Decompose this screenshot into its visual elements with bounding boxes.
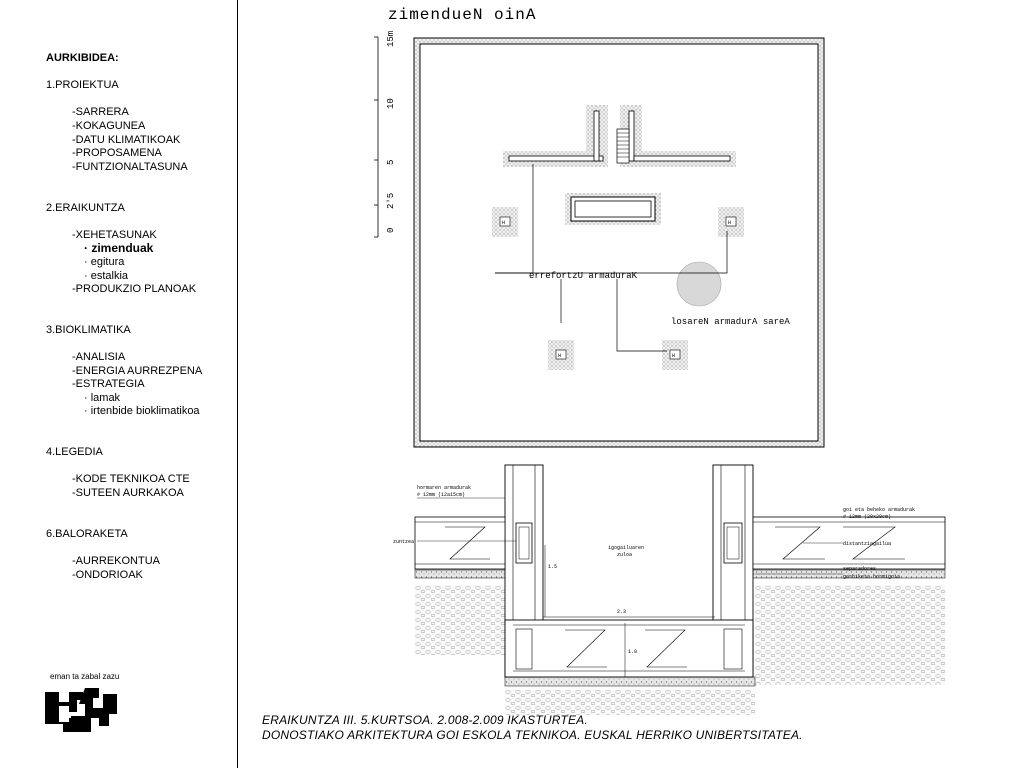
toc-section-bioklimatika[interactable]: 3.BIOKLIMATIKA [46, 323, 131, 336]
svg-text:H: H [502, 220, 506, 226]
toc-item-xehetasunak[interactable]: -XEHETASUNAK [72, 228, 157, 241]
toc-item-lamak[interactable]: · lamak [84, 391, 121, 404]
technical-drawing [355, 25, 955, 715]
toc-item-datu-klimatikoak[interactable]: -DATU KLIMATIKOAK [72, 133, 181, 146]
scale-label-10: 10 [386, 98, 396, 109]
dim-slab: 1.0 [628, 649, 638, 655]
footer-course: ERAIKUNTZA III. 5.KURTSOA. 2.008-2.009 IKASTURTEA. [262, 713, 588, 727]
table-of-contents [46, 52, 202, 582]
stair [617, 129, 629, 163]
scale-label-15m: 15m [386, 30, 396, 47]
label-rebar: errefortzU armaduraK [529, 271, 638, 281]
scale-bar [374, 31, 396, 237]
label-mesh: losareN armadurA sareA [671, 317, 790, 327]
toc-item-aurrekontua[interactable]: -AURREKONTUA [72, 554, 161, 567]
toc-item-estrategia[interactable]: -ESTRATEGIA [72, 378, 145, 391]
toc-item-ondorioak[interactable]: -ONDORIOAK [72, 568, 143, 581]
foundation-slab-outline [414, 38, 824, 447]
upv-ehu-emblem-icon [45, 684, 120, 738]
toc-item-funtzionaltasuna[interactable]: -FUNTZIONALTASUNA [72, 160, 188, 173]
footer [262, 713, 803, 743]
toc-item-estalkia[interactable]: · estalkia [84, 269, 129, 282]
dim-width: 2.3 [617, 609, 627, 615]
scale-label-2-5: 2'5 [386, 192, 396, 209]
label-spacer: distantziagailua [843, 541, 892, 547]
pad-footing-2 [718, 207, 744, 237]
toc-item-produkzio-planoak[interactable]: -PRODUKZIO PLANOAK [72, 283, 197, 296]
label-pit-2: zuloa [617, 552, 633, 558]
label-pit-1: igogailuaren [608, 545, 645, 551]
label-top-bottom-rebar: goi eta beheko armadurak [843, 507, 916, 513]
pad-footing-1 [492, 207, 518, 237]
toc-item-proposamena[interactable]: -PROPOSAMENA [72, 147, 162, 160]
pad-footing-4 [662, 340, 688, 370]
toc-heading: AURKIBIDEA: [46, 52, 119, 64]
svg-text:H: H [672, 353, 676, 359]
scale-label-0: 0 [386, 227, 396, 233]
plan-title: zimendueN oinA [388, 6, 537, 24]
toc-section-balorazioa[interactable]: 6.BALORAKETA [46, 527, 128, 540]
sidebar [0, 0, 238, 768]
elevator-pit [565, 193, 661, 225]
label-zuntzea: zuntzea [393, 539, 415, 545]
svg-text:H: H [558, 353, 562, 359]
toc-section-legedia[interactable]: 4.LEGEDIA [46, 446, 103, 459]
svg-text:H: H [728, 220, 732, 226]
toc-item-sarrera[interactable]: -SARRERA [72, 106, 129, 119]
label-top-bottom-spec: # 12mm (20x20cm) [843, 514, 892, 520]
label-lean-concrete: garbiketa hormigoia [843, 574, 901, 580]
toc-item-egitura[interactable]: · egitura [84, 255, 125, 268]
scale-label-5: 5 [386, 159, 396, 165]
label-wall-rebar: hormaren armadurak [417, 485, 472, 491]
section-detail [393, 465, 945, 715]
toc-item-irtenbide-bioklimatikoa[interactable]: · irtenbide bioklimatikoa [84, 405, 200, 418]
toc-item-zimenduak[interactable]: · zimenduak [84, 241, 154, 256]
dim-height: 1.5 [548, 564, 558, 570]
toc-item-suteen-aurkakoa[interactable]: -SUTEEN AURKAKOA [72, 487, 184, 499]
toc-item-analisia[interactable]: -ANALISIA [72, 351, 126, 364]
pad-footing-3 [548, 340, 574, 370]
logo-motto: eman ta zabal zazu [50, 672, 120, 681]
toc-item-energia-aurrezpena[interactable]: -ENERGIA AURREZPENA [72, 364, 203, 377]
toc-item-kode-teknikoa[interactable]: -KODE TEKNIKOA CTE [72, 473, 190, 486]
label-separadores: separadores [843, 566, 877, 572]
toc-section-eraikuntza[interactable]: 2.ERAIKUNTZA [46, 201, 125, 214]
toc-section-proiektua[interactable]: 1.PROIEKTUA [46, 79, 119, 92]
footer-school: DONOSTIAKO ARKITEKTURA GOI ESKOLA TEKNIKOA. EUSKAL HERRIKO UNIBERTSITATEA. [262, 728, 803, 742]
university-logo [45, 672, 120, 738]
toc-item-kokagunea[interactable]: -KOKAGUNEA [72, 119, 146, 132]
label-wall-rebar-spec: # 12mm (12a15cm) [417, 492, 466, 498]
mesh-sample-circle [677, 262, 721, 306]
